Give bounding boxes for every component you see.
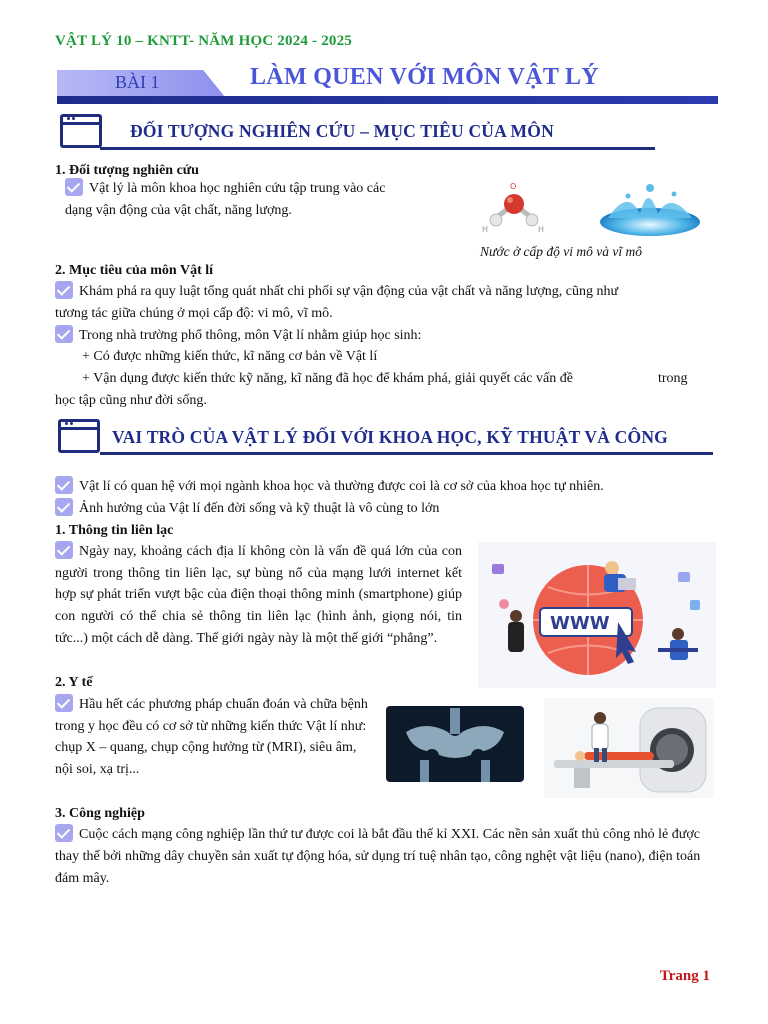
- comm-heading: 1. Thông tin liên lạc: [55, 523, 174, 538]
- lesson-title: LÀM QUEN VỚI MÔN VẬT LÝ: [250, 64, 599, 90]
- section-2-underline: [100, 452, 713, 455]
- check-icon: [55, 824, 73, 842]
- goal-2: Trong nhà trường phổ thông, môn Vật lí nhằm giúp học sinh:: [55, 325, 715, 347]
- title-underline-bar: [57, 96, 718, 104]
- goal-2-b: + Vận dụng được kiến thức kỹ năng, kĩ năng đã học để khám phá, giải quyết các vấn đề: [82, 371, 573, 386]
- section-1-underline: [100, 147, 655, 150]
- water-molecule-image: [478, 180, 550, 236]
- page-number: Trang 1: [659, 968, 710, 984]
- mri-image: [544, 698, 714, 798]
- internet-illustration: [478, 542, 716, 688]
- sub1-paragraph: Vật lý là môn khoa học nghiên cứu tập trung vào các dạng vận động của vật chất, năng lượng.: [65, 178, 445, 221]
- image-caption: Nước ở cấp độ vi mô và vĩ mô: [480, 244, 642, 259]
- svg-text:H: H: [538, 225, 545, 234]
- industry-paragraph: Cuộc cách mạng công nghiệp lần thứ tư được coi là bắt đầu thế kỉ XXI. Các nền sản xuất thủ công nhỏ lẻ được thay thế bởi những dây chuyền sản xuất tự động hóa, sử dụng trí tuệ nhân tạo, công nghệt vật liệu (nano), điện toán đám mây.: [55, 824, 715, 890]
- www-label: WWW: [550, 613, 610, 634]
- check-icon: [55, 541, 73, 559]
- check-icon: [55, 325, 73, 343]
- section-2-title: VAI TRÒ CỦA VẬT LÝ ĐỐI VỚI KHOA HỌC, KỸ THUẬT VÀ CÔNG: [112, 427, 668, 447]
- check-icon: [65, 178, 83, 196]
- check-icon: [55, 281, 73, 299]
- goal-1: Khám phá ra quy luật tổng quát nhất chi phối sự vận động của vật chất và năng lượng, cũng như tương tác giữa chúng ở mọi cấp độ: vi mô, vĩ mô.: [55, 281, 715, 324]
- svg-text:O: O: [510, 182, 517, 191]
- role-point-1: Vật lí có quan hệ với mọi ngành khoa học và thường được coi là cơ sở của khoa học tự nhiên.: [55, 476, 715, 498]
- window-icon: [58, 419, 100, 453]
- health-heading: 2. Y tế: [55, 675, 93, 690]
- goal-2-b-cont: học tập cũng như đời sống.: [55, 393, 207, 408]
- check-icon: [55, 476, 73, 494]
- water-splash-image: [598, 178, 702, 240]
- comm-paragraph: Ngày nay, khoảng cách địa lí không còn là vấn đề quá lớn của con người trong thông tin liên lạc, sự bùng nổ của mạng lưới internet kết hợp sự phát triển vượt bậc của điện thoại thông minh (smartphone) giúp con người có thể chia sẻ thông tin liên lạc (hình ảnh, giọng nói, tin tức...) một cách dễ dàng. Thế giới ngày này là một thế giới “phẳng”.: [55, 541, 462, 650]
- section-1-title: ĐỐI TƯỢNG NGHIÊN CỨU – MỤC TIÊU CỦA MÔN: [130, 121, 554, 141]
- xray-image: [386, 706, 524, 782]
- health-paragraph: Hầu hết các phương pháp chuẩn đoán và chữa bệnh trong y học đều có cơ sở từ những kiến thức Vật lí như: chụp X – quang, chụp cộng hưởng từ (MRI), siêu âm, nội soi, xạ trị...: [55, 694, 370, 781]
- check-icon: [55, 498, 73, 516]
- sub1-heading: 1. Đối tượng nghiên cứu: [55, 163, 199, 178]
- svg-text:H: H: [482, 225, 489, 234]
- window-icon: [60, 114, 102, 148]
- course-header: VẬT LÝ 10 – KNTT- NĂM HỌC 2024 - 2025: [55, 33, 352, 49]
- goal-2-a: + Có được những kiến thức, kĩ năng cơ bản về Vật lí: [82, 349, 378, 364]
- goal-2-b-end: trong: [658, 371, 688, 386]
- industry-heading: 3. Công nghiệp: [55, 806, 145, 821]
- check-icon: [55, 694, 73, 712]
- sub2-heading: 2. Mục tiêu của môn Vật lí: [55, 263, 214, 278]
- lesson-label: BÀI 1: [115, 72, 160, 92]
- role-point-2: Ảnh hưởng của Vật lí đến đời sống và kỹ thuật là vô cùng to lớn: [55, 498, 715, 520]
